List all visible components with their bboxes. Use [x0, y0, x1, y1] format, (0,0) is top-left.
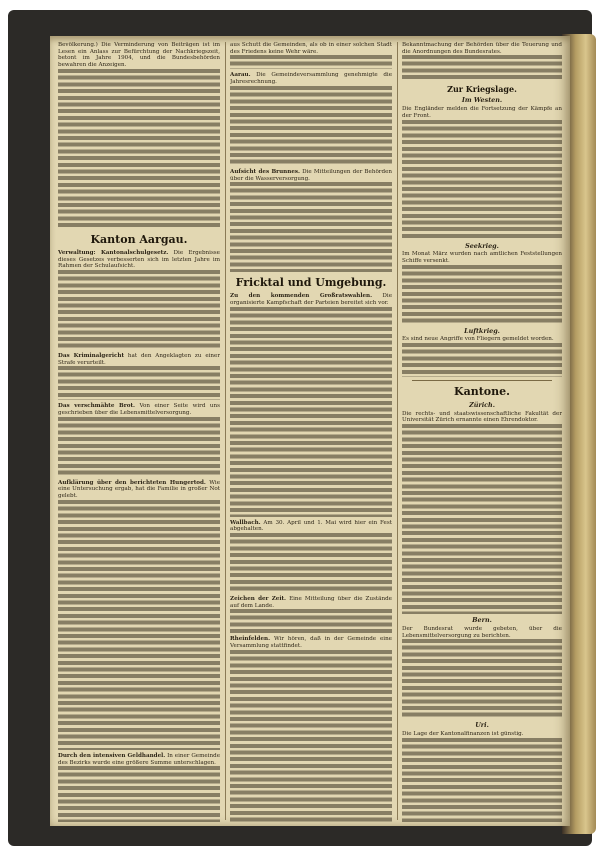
article-text: Die rechts- und staatswissenschaftliche Fakultät der Universität Zürich ernannte einen Ehrendoktor.	[402, 410, 562, 424]
article	[58, 403, 220, 476]
section-heading-kriegslage: Zur Kriegslage.	[447, 84, 517, 95]
article	[402, 731, 562, 822]
article-text: Im Monat März wurden nach amtlichen Feststellungen Schiffe versenkt.	[402, 251, 562, 264]
subsection-title: Bern.	[472, 616, 492, 625]
article	[402, 251, 562, 324]
subsection-title: Seekrieg.	[465, 241, 499, 250]
text-lines	[58, 69, 220, 229]
article	[230, 293, 392, 516]
text-lines	[230, 55, 392, 69]
article-text: Eine Mitteilung über die Zustände auf dem Lande.	[230, 596, 392, 609]
article-text: Von einer Seite wird uns geschrieben über die Lebensmittelversorgung.	[58, 403, 220, 417]
column-rule	[397, 42, 398, 820]
article-text: Der Bundesrat wurde gebeten, über die Lebensmittelversorgung zu berichten.	[402, 625, 562, 639]
article	[402, 411, 562, 614]
article-text: Die Ergebnisse dieses Gesetzes verbesserten sich im letzten Jahre im Rahmen der Schulaufsicht.	[58, 249, 220, 270]
article-lead: Durch den intensiven Geldhandel.	[58, 752, 166, 759]
divider	[412, 380, 552, 381]
column-3	[402, 42, 562, 822]
article-lead: Das verschmähte Brot.	[58, 403, 135, 410]
column-1	[58, 42, 220, 822]
article-lead: Zu den kommenden Großratswahlen.	[230, 293, 373, 300]
article	[58, 753, 220, 822]
article-text: Die Lage der Kantonalfinanzen ist günstig.	[402, 730, 524, 737]
text-lines	[58, 766, 220, 822]
text-lines	[230, 182, 392, 272]
text-lines	[58, 417, 220, 477]
article	[402, 626, 562, 719]
text-lines	[58, 500, 220, 750]
article	[58, 480, 220, 750]
text-lines	[230, 650, 392, 822]
section-heading-fricktal: Fricktal und Umgebung.	[235, 276, 387, 290]
article-lead: Aarau.	[230, 72, 251, 79]
section-heading-aargau: Kanton Aargau.	[90, 232, 188, 246]
article-text: Die organisierte Kampfschaft der Parteien bereitet sich vor.	[230, 293, 392, 306]
article-text: Die Gemeindeversammlung genehmigte die Jahresrechnung.	[230, 72, 392, 86]
text-lines	[402, 424, 562, 614]
article	[230, 636, 392, 822]
newspaper-page	[50, 36, 570, 826]
intro-paragraph: aus Schutt die Gemeinden, als ob in einer solchen Stadt des Friedens keine Wehr wäre.	[230, 42, 392, 69]
text-lines	[402, 639, 562, 719]
column-rule	[225, 42, 226, 820]
text-lines	[230, 609, 392, 633]
text-lines	[58, 270, 220, 350]
article-text: hat den Angeklagten zu einer Strafe verurteilt.	[58, 352, 220, 366]
article-lead: Verwaltung: Kantonalschulgesetz.	[58, 249, 169, 256]
article-text: In einer Gemeinde des Bezirks wurde eine größere Summe unterschlagen.	[58, 752, 220, 766]
column-2	[230, 42, 392, 822]
text-lines	[230, 86, 392, 166]
article-text: Es sind neue Angriffe von Fliegern gemeldet worden.	[402, 336, 554, 343]
article-lead: Wallbach.	[230, 519, 261, 526]
subsection-title: Im Westen.	[461, 96, 503, 105]
article	[230, 72, 392, 165]
subsection-title: Uri.	[475, 721, 489, 730]
article-text: Die Engländer melden die Fortsetzung der Kämpfe an der Front.	[402, 106, 562, 119]
text-lines	[402, 738, 562, 822]
article-lead: Zeichen der Zeit.	[230, 596, 287, 603]
article	[230, 169, 392, 272]
article-text: Wir hören, daß in der Gemeinde eine Versammlung stattfindet.	[230, 636, 392, 650]
article	[230, 520, 392, 593]
article-lead: Aufsicht des Brunnes.	[230, 168, 300, 175]
text-lines	[230, 307, 392, 517]
article	[402, 106, 562, 239]
text-lines	[402, 343, 562, 377]
text-lines	[230, 533, 392, 593]
article	[58, 250, 220, 350]
article	[230, 596, 392, 633]
article-text: Die Mitteilungen der Behörden über die Wasserversorgung.	[230, 168, 392, 182]
text-lines	[58, 366, 220, 400]
text-lines	[402, 265, 562, 325]
text-lines	[402, 55, 562, 81]
intro-paragraph: Bekanntmachung der Behörden über die Teuerung und die Anordnungen des Bundesrates.	[402, 42, 562, 81]
article	[58, 353, 220, 400]
subsection-title: Luftkrieg.	[464, 326, 500, 335]
article	[402, 336, 562, 377]
intro-paragraph: Bevölkerung.) Die Verminderung von Beiträgen ist im Lesen ein Anlass zur Befürchtung der Nachkriegszeit, betont im Jahre 1904, und die Bundesbehörden bewahren die Anzeigen.	[58, 42, 220, 229]
article-text: Am 30. April und 1. Mai wird hier ein Fest abgehalten.	[230, 519, 392, 533]
article-text: Wie eine Untersuchung ergab, hat die Familie in großer Not gelebt.	[58, 479, 220, 500]
section-heading-kantone: Kantone.	[454, 385, 510, 399]
text-lines	[402, 120, 562, 240]
article-lead: Rheinfelden.	[230, 636, 271, 643]
article-lead: Aufklärung über den berichteten Hungertod.	[58, 479, 206, 486]
subsection-title: Zürich.	[469, 401, 495, 410]
article-lead: Das Kriminalgericht	[58, 352, 125, 359]
